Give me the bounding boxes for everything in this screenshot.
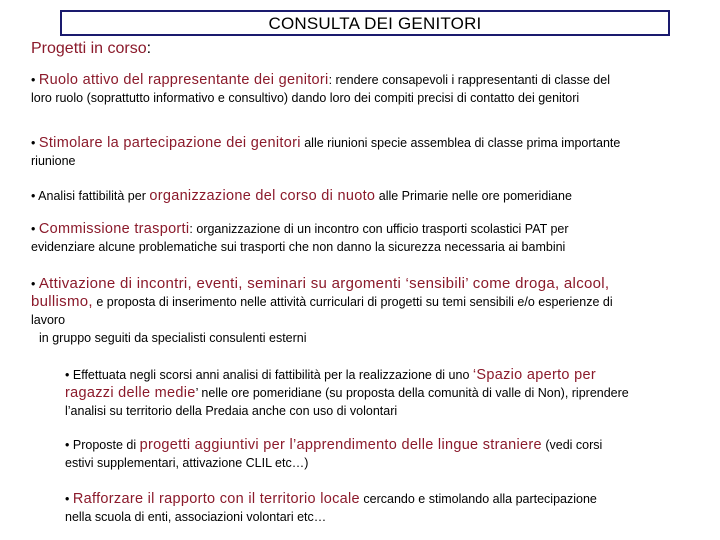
list-item (31, 71, 701, 107)
item-text: loro ruolo (soprattutto informativo e consultivo) dando loro dei compiti precisi di contatto dei genitori (31, 91, 580, 105)
bullet: • (65, 368, 70, 382)
item-text: evidenziare alcune problematiche sui trasporti che non danno la sicurezza necessaria ai bambini (31, 240, 566, 254)
item-text: cercando e stimolando alla partecipazione (359, 492, 597, 506)
item-emphasis: bullismo, (31, 293, 93, 310)
item-emphasis: Attivazione di incontri, eventi, seminari su argomenti ‘sensibili’ come droga, alcool, (38, 275, 610, 292)
item-text: : rendere consapevoli i rappresentanti di classe del (328, 73, 610, 87)
item-emphasis: Rafforzare il rapporto con il territorio locale (72, 491, 360, 507)
bullet: • (31, 73, 36, 87)
item-emphasis: progetti aggiuntivi per l’apprendimento delle lingue straniere (139, 437, 542, 453)
item-text: alle Primarie nelle ore pomeridiane (375, 189, 572, 203)
page-title: CONSULTA DEI GENITORI (268, 14, 482, 33)
title-box (60, 10, 670, 36)
item-text: estivi supplementari, attivazione CLIL etc…) (65, 456, 309, 470)
item-text: lavoro (31, 313, 66, 327)
sub-list-item (65, 436, 701, 472)
sub-list-item (65, 490, 701, 526)
item-text: ’ nelle ore pomeridiane (su proposta della comunità di valle di Non), riprendere (195, 386, 629, 400)
item-text: e proposta di inserimento nelle attività curriculari di progetti su temi sensibili e/o esperienze di (92, 295, 613, 309)
item-emphasis: Stimolare la partecipazione dei genitori (38, 135, 301, 151)
list-item (31, 187, 701, 205)
item-text: (vedi corsi (541, 438, 603, 452)
bullet: • (31, 136, 36, 150)
item-emphasis: Ruolo attivo del rappresentante dei genitori (38, 72, 329, 88)
list-item (31, 220, 701, 256)
section-subtitle (31, 40, 151, 58)
list-item (31, 134, 701, 170)
item-text: in gruppo seguiti da specialisti consulenti esterni (39, 331, 307, 345)
bullet: • (65, 492, 70, 506)
item-text: riunione (31, 154, 76, 168)
bullet: • (31, 222, 36, 236)
item-text: : organizzazione di un incontro con ufficio trasporti scolastici PAT per (189, 222, 569, 236)
sub-list-item (65, 366, 701, 420)
item-emphasis: organizzazione del corso di nuoto (149, 188, 376, 204)
item-emphasis: Commissione trasporti (38, 221, 190, 237)
bullet: • (31, 189, 36, 203)
item-text: nella scuola di enti, associazioni volontari etc… (65, 510, 327, 524)
bullet: • (31, 277, 36, 291)
item-emphasis: ragazzi delle medie (65, 385, 196, 401)
item-text: alle riunioni specie assemblea di classe prima importante (300, 136, 621, 150)
subtitle-text: Progetti in corso (31, 40, 147, 57)
item-text: Effettuata negli scorsi anni analisi di fattibilità per la realizzazione di uno (69, 368, 473, 382)
list-item (31, 275, 701, 347)
item-text: l’analisi su territorio della Predaia anche con uso di volontari (65, 404, 398, 418)
item-emphasis: ‘Spazio aperto per (472, 367, 596, 383)
bullet: • (65, 438, 70, 452)
item-text: Analisi fattibilità per (35, 189, 150, 203)
subtitle-colon: : (146, 40, 152, 57)
item-text: Proposte di (69, 438, 140, 452)
